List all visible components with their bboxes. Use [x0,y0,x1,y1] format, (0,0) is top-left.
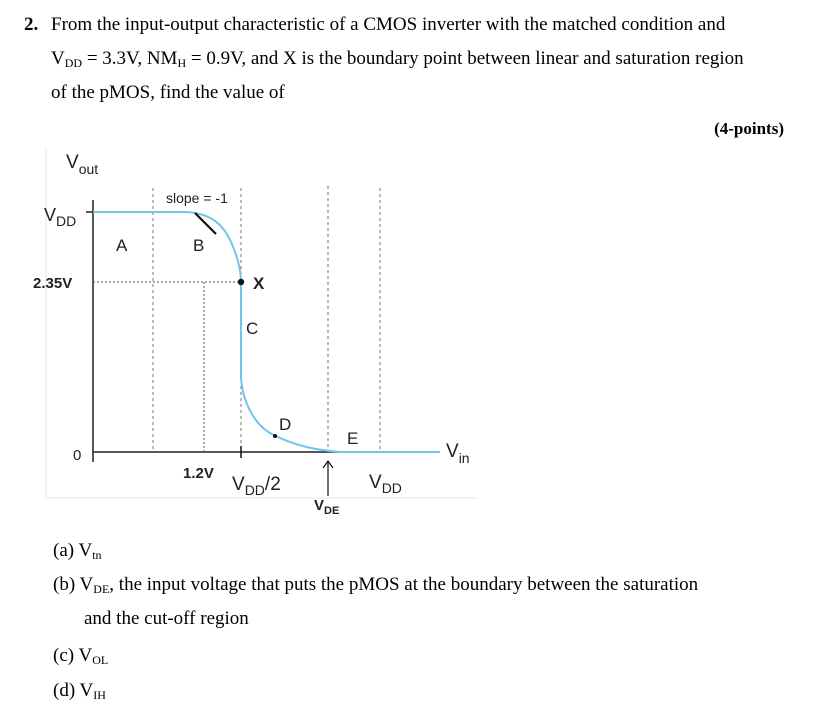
part-c: (c) $V_{OL}$ [53,645,109,667]
vdd-half-label: $V_{DD}/2$ [232,474,281,498]
point-d-dot [273,434,277,438]
question-line-1: From the input-output characteristic of a CMOS inverter with the matched condition and [51,14,726,35]
points-label: (4-points) [714,119,784,138]
vde-label: $V_{DE}$ [314,497,340,517]
region-a-label: A [116,236,128,255]
region-e-label: E [347,429,359,448]
part-d: (d) $V_{IH}$ [53,680,106,702]
x-axis-label: $V_{in}$ [446,441,470,466]
region-c-label: C [246,319,259,338]
region-b-label: B [193,236,205,255]
part-b: (b) $V_{DE}$, the input voltage that puts the pMOS at the boundary between the saturation [53,574,699,596]
region-d-label: D [279,415,292,434]
point-x-dot [238,279,244,285]
part-a: (a) $V_{tn}$ [53,540,102,562]
vtc-curve [93,212,440,452]
question-line-2: $V_{DD} = 3.3V$, $NM_H = 0.9V$, and X is the boundary point between linear and saturation region [51,48,744,70]
vdd-y-label: $V_{DD}$ [44,205,77,229]
y-235-label: 2.35V [33,275,73,292]
x-12-label: 1.2V [183,465,214,482]
question-line-3: of the pMOS, find the value of [51,82,285,103]
part-b-continued: and the cut-off region [84,608,249,629]
question-number: 2. [24,14,39,35]
point-x-label: X [253,274,265,293]
slope-label: slope = -1 [166,190,228,206]
vtc-figure [0,140,830,517]
zero-label: 0 [73,447,82,464]
vdd-x-label: $V_{DD}$ [369,472,402,496]
y-axis-label: $V_{out}$ [66,152,99,177]
